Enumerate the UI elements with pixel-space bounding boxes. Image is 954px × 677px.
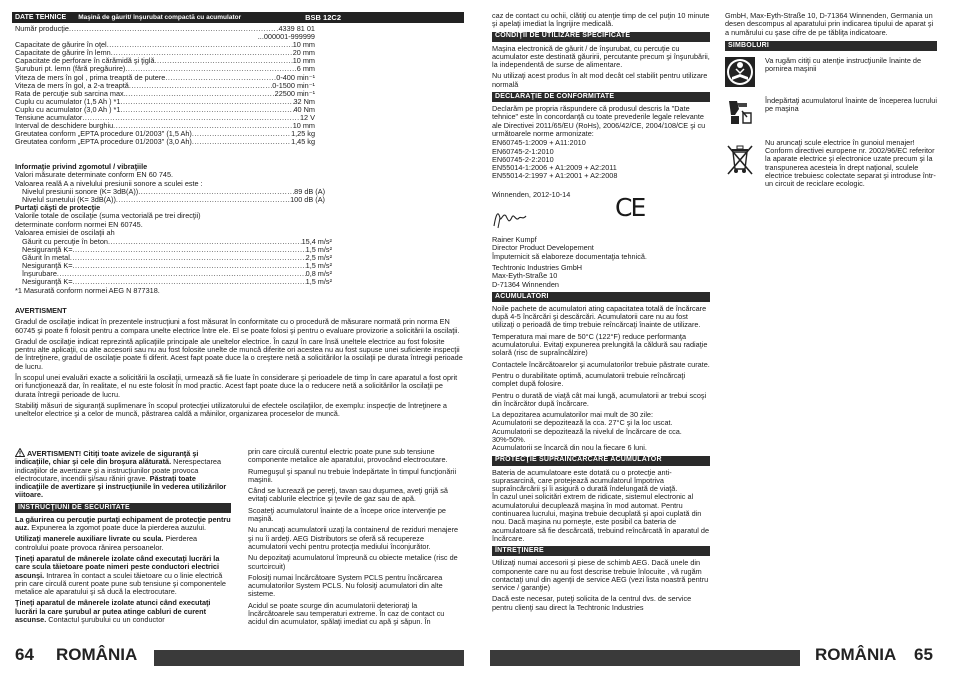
- row-leader: [111, 49, 293, 57]
- col2-p8: Acidul se poate scurge din acumulatorii deterioraţi la încărcătoarele sau temperaturi extreme. În caz de contact cu acidul din acumulator, spălaţi imediat cu apă şi săpun. În: [248, 600, 445, 627]
- row-value: 22500 min⁻¹: [274, 89, 315, 98]
- footnote: *1 Masurată conform normei AEG N 877318.: [15, 286, 160, 295]
- overload-bar: PROTECŢIE SUPRAÎNCĂRCARE ACUMULATOR: [492, 456, 710, 466]
- data-row: [15, 98, 315, 106]
- noise-title: Informaţie privind zgomotul / vibraţiile: [15, 162, 148, 171]
- row-label: Nesiguranţă K=: [22, 246, 73, 255]
- right-column-2: [725, 12, 937, 189]
- page-number-left: 64: [15, 645, 34, 664]
- safety-2-bold: Utilizaţi manerele auxiliare livrate cu scula.: [15, 534, 164, 544]
- protect-note: Purtaţi căşti de protecţie: [15, 203, 101, 212]
- row-leader: [69, 25, 279, 33]
- data-row: [15, 246, 332, 254]
- tech-data-description: Maşină de găurit/ înşurubat compactă cu acumulator: [78, 14, 242, 21]
- row-label: Înşurubare: [22, 270, 57, 279]
- data-row: [15, 33, 315, 41]
- use-bar: CONDIŢII DE UTILIZARE SPECIFICATE: [492, 32, 710, 42]
- data-row: [15, 130, 315, 138]
- row-value: 15,4 m/s²: [301, 238, 332, 246]
- row-leader: [70, 254, 306, 262]
- right-page: [477, 0, 954, 677]
- data-row: [15, 122, 315, 130]
- row-label: Capacitate de găurire în oţel: [15, 41, 107, 50]
- row-label: Număr producţie: [15, 25, 69, 33]
- row-value: 10 mm: [292, 41, 315, 50]
- tech-data-table: [15, 25, 315, 146]
- symbol-remove-battery: [725, 97, 937, 127]
- row-value: 89 dB (A): [294, 188, 325, 196]
- data-row: [15, 114, 315, 122]
- signer-role: Director Product Developement: [492, 243, 594, 253]
- footer-language-left: ROMÂNIA: [56, 645, 138, 664]
- row-value: 40 Nm: [293, 105, 315, 114]
- row-value: 100 dB (A): [290, 196, 325, 205]
- footer-language-right: ROMÂNIA: [815, 645, 897, 664]
- tech-data-model: BSB 12C2: [305, 13, 341, 22]
- col2-p3: Când se lucrează pe pereţi, tavan sau duşumea, aveţi grijă să evitaţi cablurile electrice şi ţevile de gaz sau de apă.: [248, 486, 448, 504]
- norm-item: EN55014-1:2006 + A1:2009 + A2:2011: [492, 163, 617, 173]
- maintenance-p1: Utilizaţi numai accesorii şi piese de schimb AEG. Dacă unele din componente care nu au fost descrise trebuie înlocuite , vă rugăm contactaţi unul din agenţii de service AEG (vezi lista noastră pentru service / garanţie): [492, 558, 709, 593]
- signer-authority: Împuternicit să elaboreze documentaţia tehnică.: [492, 251, 647, 261]
- row-value: 2,5 m/s²: [305, 254, 332, 263]
- col2-p7: Folosiţi numai încărcătoare System PCLS pentru încărcarea acumulatorilor System PCLS. Nu folosiţi acumulatori din alte sisteme.: [248, 572, 443, 599]
- safety-2: Pierderea controlului poate provoca rănirea persoanelor.: [15, 534, 198, 552]
- row-label: Greutatea conform „EPTA procedure 01/2003" (3,0 Ah): [15, 138, 192, 147]
- row-value: 20 mm: [292, 49, 315, 58]
- battery-p1: Noile pachete de acumulatori ating capacitatea totală de încărcare după 4-5 încărcări şi descărcări. Acumulatorii care nu au fost utilizaţi o perioadă de timp trebuie reîncărcaţi înainte de utilizare.: [492, 303, 707, 330]
- symbol-read-manual: [725, 57, 937, 87]
- footer-bar-left: [154, 650, 464, 666]
- warning-title: AVERTISMENT: [15, 306, 67, 315]
- data-row: [15, 25, 315, 33]
- row-leader: [126, 90, 275, 98]
- row-leader: [120, 98, 293, 106]
- row-value: 1,5 m/s²: [305, 246, 332, 255]
- row-leader: [192, 138, 291, 146]
- battery-p5: Pentru o durată de viaţă cât mai lungă, acumulatorii ar trebui scoşi din încărcător după încărcare.: [492, 390, 707, 408]
- row-label: Viteza de mers în gol, a 2-a treaptă: [15, 81, 129, 90]
- row-leader: [108, 238, 302, 246]
- row-label: Interval de deschidere burghiu: [15, 122, 114, 131]
- row-leader: [73, 262, 306, 270]
- row-value: 1,5 m/s²: [305, 278, 332, 287]
- safety-3: Intrarea în contact a sculei tăietoare cu o linie electrică prin care circulă curent poate pune sub tensiune şi componentele metalice ale aparatului şi să ducă la electrocutare.: [15, 570, 226, 597]
- right-column-1: [492, 12, 710, 615]
- row-value: 12 V: [299, 114, 315, 123]
- row-leader: [165, 74, 276, 82]
- symbol-remove-battery-text: Îndepărtaţi acumulatorul înainte de începerea lucrului pe maşina: [765, 95, 937, 114]
- col2-p1: prin care circulă curentul electric poate pune sub tensiune componente metalice ale aparatului, provocând electrocutare.: [248, 447, 448, 465]
- row-leader: [192, 130, 291, 138]
- signer-name: Rainer Kumpf: [492, 235, 537, 245]
- symbol-read-manual-text: Va rugăm citiţi cu atenţie instrucţiunile înainte de pornirea maşinii: [765, 55, 922, 74]
- row-value: 6 mm: [296, 65, 315, 74]
- row-label: Găurit în metal: [22, 254, 70, 263]
- row-label: Viteza de mers în gol , prima treaptă de putere: [15, 73, 166, 82]
- data-row: [15, 270, 332, 278]
- use-p2: Nu utilizaţi acest produs în alt mod decât cel stabilit pentru utilizare normală: [492, 71, 708, 89]
- remove-battery-icon: [725, 97, 755, 127]
- conformity-p1: Declarăm pe propria răspundere că produsul descris la "Date tehnice" este în concordanţă cu toate prevederile legale relevante ale Directivei 2011/65/EU (RoHs), 2006/42/CE, 2004/108/CE şi cu următoarele norme armonizate:: [492, 104, 706, 138]
- norms-list: [492, 139, 710, 180]
- read-manual-icon: [725, 57, 755, 87]
- tech-data-title: DATE TEHNICE: [15, 14, 67, 21]
- row-leader: [73, 246, 306, 254]
- overload-p1: Bateria de acumulatoare este dotată cu o protecţie anti-suprasarcină, care protejează acumulatorul împotriva supraîncărcării şi îi asigură o durată îndelungată de viaţă.: [492, 467, 678, 494]
- row-value: 10 mm: [292, 57, 315, 66]
- maintenance-bar: ÎNTREŢINERE: [492, 546, 710, 556]
- row-value: 0-1500 min⁻¹: [272, 81, 315, 90]
- row-value: 0,8 m/s²: [305, 270, 332, 279]
- row-value: 4339 81 01: [278, 25, 315, 33]
- company-name: Techtronic Industries GmbH: [492, 262, 583, 272]
- safety-3-bold: Ţineţi aparatul de mânerele izolate când executaţi lucrări la care scula tăietoare poate nimeri peste conductori electrici ascunşi.: [15, 553, 220, 580]
- row-value: 1,5 m/s²: [305, 262, 332, 271]
- row-leader: [82, 114, 300, 122]
- safety-bar: INSTRUCŢIUNI DE SECURITATE: [15, 503, 231, 513]
- vibration-table: [15, 238, 332, 287]
- data-row: [15, 57, 315, 65]
- warning-triangle-icon: [15, 448, 25, 457]
- data-row: [15, 74, 315, 82]
- row-leader: [107, 41, 293, 49]
- battery-p2: Temperatura mai mare de 50°C (122°F) reduce performanţa acumulatorului. Evitaţi expunerea prelungită la căldură sau radiaţie solară (risc de supraîncălzire): [492, 331, 708, 358]
- left-column-2: [248, 448, 464, 630]
- attention-keep: Păstraţi toate indicaţiile de avertizare şi instrucţiunile în vederea utilizărilor viitoare.: [15, 473, 227, 500]
- col2-p4: Scoateţi acumulatorul înainte de a începe orice intervenţie pe maşină.: [248, 505, 446, 524]
- row-value: 1,45 kg: [291, 138, 315, 147]
- vib-line3: Valoarea emisiei de oscilaţii ah: [15, 227, 115, 237]
- row-leader: [125, 65, 296, 73]
- row-leader: [155, 57, 293, 65]
- battery-p4: Pentru o durabilitate optimă, acumulatorii trebuie reîncărcaţi complet după folosire.: [492, 370, 686, 389]
- row-label: Rata de percuţie sub sarcina max.: [15, 89, 126, 98]
- maintenance-p2: Dacă este necesar, puteţi solicita de la centrul dvs. de service pentru clienţi sau direct la Techtronic Industries: [492, 594, 692, 612]
- battery-p6a: La depozitarea acumulatorilor mai mult de 30 zile:: [492, 410, 654, 420]
- row-label: Cuplu cu acumulator (3,0 Ah ) *1: [15, 105, 121, 114]
- row-label: Capacitate de perforare în cărămidă şi ţiglă: [15, 57, 155, 66]
- row-label: Nivelul presiunii sonore (K= 3dB(A)): [22, 188, 139, 196]
- safety-1: Expunerea la zgomot poate duce la pierderea auzului.: [29, 523, 207, 533]
- col2-p6: Nu depozitaţi acumulatorul împreună cu obiecte metalice (risc de scurtcircuit): [248, 553, 458, 571]
- overload-p2: În cazul unei solicitări extrem de ridicate, sistemul electronic al acumulatorului decuplează maşina în mod automat. Pentru continuarea lucrului, maşina trebuie decuplată şi apoi cuplată din nou. Dacă maşina nu porneşte, este posibil ca bateria de acumulatoare să fie descărcată, trebuind reîncărcată în aparatul de încărcare.: [492, 492, 710, 543]
- noise-line1: Valori măsurate determinate conform EN 60 745.: [15, 170, 174, 180]
- signature: [492, 208, 528, 230]
- data-row: [15, 41, 315, 49]
- col2-intro: GmbH, Max-Eyth-Straße 10, D-71364 Winnenden, Germania un desen descompus al aparatului prin indicarea tipului de aparat şi a numărului cu şase cifre de pe tăbliţa indicatoare.: [725, 11, 934, 37]
- symbols-bar: SIMBOLURI: [725, 41, 937, 51]
- warning-p2: Gradul de oscilaţie indicat reprezintă aplicaţiile principale ale uneltelor electrice. În cazul în care însă uneltele electrice au fost folosite pentru alte aplicaţii, cu alte accesorii sau nu au fost folosite unelte de muncă diferite ori acestea nu au fost supuse unei suficiente inspecţii de întreţinere, gradul de oscilaţie poate fi diferit. Acest fapt poate duce la o creştere netă a solicitărilor la oscilaţii pe durata întregii perioade de lucru.: [15, 336, 463, 371]
- row-label: Şuruburi pt. lemn (fără pregăurire): [15, 65, 126, 74]
- vibration-intro: [15, 204, 335, 237]
- norm-item: EN60745-1:2009 + A11:2010: [492, 138, 586, 148]
- data-row: [15, 238, 332, 246]
- row-value: 10 mm: [292, 122, 315, 131]
- data-row: [15, 82, 315, 90]
- row-leader: [129, 82, 272, 90]
- data-row: [15, 49, 315, 57]
- battery-p6b: Acumulatorii se depozitează la cca. 27°C şi la loc uscat.: [492, 418, 673, 428]
- warning-p3: În scopul unei evaluări exacte a solicitării la oscilaţii, urmează să fie luate în considerare şi perioadele de timp în care aparatul a fost oprit ori funcţionează dar, în realitate, el nu este folosit în mod practic. Acest fapt poate duce la o reducere netă a solicitărilor la oscilaţii pe durata întregii perioade de lucru.: [15, 373, 458, 399]
- company-street: Max-Eyth-Straße 10: [492, 271, 558, 281]
- page-number-right: 65: [914, 645, 933, 664]
- footer-bar-right: [490, 650, 800, 666]
- warning-section: [15, 307, 463, 422]
- row-label: Găurit cu percuţie în beton: [22, 238, 108, 246]
- crossed-bin-icon: [725, 143, 755, 177]
- noise-line2: Valoarea reală A a nivelului presiunii sonore a sculei este :: [15, 178, 203, 188]
- row-leader: [113, 122, 293, 130]
- row-label: Greutatea conform „EPTA procedure 01/2003" (1,5 Ah): [15, 130, 192, 139]
- col2-p2: Rumeguşul şi spanul nu trebuie îndepărtate în timpul funcţionării maşinii.: [248, 466, 457, 484]
- data-row: [15, 90, 315, 98]
- row-leader: [116, 196, 290, 204]
- left-column-1: [15, 448, 231, 627]
- use-p1: Maşina electronică de găurit / de înşurubat, cu percuţie cu acumulator este destinată găuririi, percutante precum şi înşurubării, la independentă de surse de alimentare.: [492, 43, 710, 70]
- norm-item: EN60745-2-2:2010: [492, 154, 554, 164]
- tech-data-header: [12, 12, 464, 23]
- symbol-disposal: [725, 139, 937, 189]
- row-label: Nesiguranţă K=: [22, 262, 73, 271]
- row-label: Capacitate de găurire în lemn: [15, 49, 111, 58]
- noise-section: [15, 163, 335, 188]
- warning-p1: Gradul de oscilaţie indicat în prezentele instrucţiuni a fost măsurat în conformitate cu o procedură de măsurare normată prin norma EN 60745 şi poate fi folosit pentru a compara unelte electrice între ele. El se poate folosi şi pentru o evaluare provizorie a solicitării la oscilaţii.: [15, 317, 460, 335]
- conformity-date: Winnenden, 2012-10-14: [492, 189, 571, 199]
- row-value: 1,25 kg: [291, 130, 315, 139]
- safety-4: Contactul şurubului cu un conductor: [46, 615, 165, 625]
- data-row: [15, 65, 315, 73]
- battery-p3: Contactele încărcătoarelor şi acumulatorilor trebuie păstrate curate.: [492, 359, 710, 369]
- row-value: 32 Nm: [293, 97, 315, 106]
- data-row: [15, 106, 315, 114]
- vib-line2: determinate conform normei EN 60745.: [15, 219, 143, 229]
- battery-p6d: Acumulatorii se încarcă din nou la fiecare 6 luni.: [492, 443, 647, 453]
- row-label: Cuplu cu acumulator (1,5 Ah ) *1: [15, 97, 121, 106]
- safety-1-bold: La găurirea cu percuţie purtaţi echipament de protecţie pentru auz.: [15, 514, 231, 533]
- row-leader: [138, 188, 294, 196]
- ce-mark: CE: [615, 193, 645, 223]
- battery-bar: ACUMULATORI: [492, 292, 710, 302]
- conformity-bar: DECLARAŢIE DE CONFORMITATE: [492, 92, 710, 102]
- attention-heading: AVERTISMENT! Citiţi toate avizele de siguranţă şi indicaţiile, chiar şi cele din broşura alăturată.: [15, 449, 199, 467]
- safety-4-bold: Ţineţi aparatul de mânerele izolate atunci când executaţi lucrări la care şurubul ar putea atinge cabluri de curent ascunse.: [15, 598, 211, 625]
- row-label: Tensiune acumulator: [15, 114, 83, 123]
- attention-body: Nerespectarea indicaţiilor de avertizare şi a instrucţiunilor poate provoca electrocutare, incendii şi/sau răniri grave.: [15, 457, 222, 483]
- data-row: [15, 254, 332, 262]
- vib-line1: Valorile totale de oscilaţie (suma vectorială pe trei direcţii): [15, 211, 201, 221]
- symbol-disposal-text: Nu aruncaţi scule electrice în gunoiul menajer! Conform directivei europene nr. 2002/96/EC referitor la aparate electrice şi electronice uzate precum şi la transpunerea acesteia în drept naţional, sculele electrice trebuiesc colectate separat şi introduse într-un circuit de reciclare ecologic.: [765, 137, 936, 189]
- row-label: Nesiguranţă K=: [22, 278, 73, 287]
- data-row: [15, 262, 332, 270]
- noise-table: [15, 188, 325, 204]
- row-value: 0-400 min⁻¹: [276, 73, 315, 82]
- company-city: D-71364 Winnenden: [492, 279, 559, 289]
- battery-p6c: Acumulatorii se depozitează la nivelul de încărcare de cca. 30%-50%.: [492, 426, 682, 444]
- norm-item: EN60745-2-1:2010: [492, 146, 554, 156]
- norm-item: EN55014-2:1997 + A1:2001 + A2:2008: [492, 171, 618, 181]
- row-value: ...000001-999999: [257, 33, 315, 42]
- row-label: Nivelul sunetului (K= 3dB(A)): [22, 196, 116, 205]
- warning-p4: Stabiliţi măsuri de siguranţă suplimenare în scopul protecţiei utilizatorului de efectele oscilaţiilor, de exemplu: inspecţie de întreţinere a uneltelor electrice şi a celor de muncă, păstrarea caldă a mâinilor, organizarea proceselor de muncă.: [15, 400, 447, 419]
- data-row: [15, 188, 325, 196]
- row-leader: [57, 270, 306, 278]
- col2-p5: Nu aruncaţi acumulatorii uzaţi la containerul de reziduri menajere şi nu îi ardeţi. AEG Distributors se oferă să recupereze acumulatorii vechi pentru protecţia mediului înconjurător.: [248, 525, 459, 551]
- intro-continued: caz de contact cu ochii, clătiţi cu atenţie timp de cel puţin 10 minute şi apelaţi imediat la îngrijire medicală.: [492, 11, 710, 29]
- data-row: [15, 138, 315, 146]
- row-leader: [120, 106, 293, 114]
